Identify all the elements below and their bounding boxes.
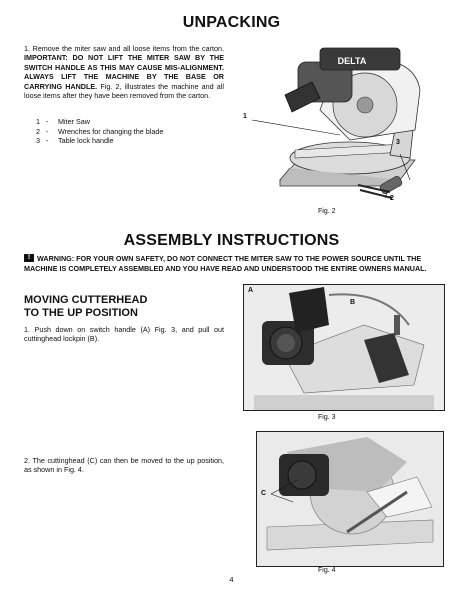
brand-logo-text: DELTA <box>337 56 367 66</box>
fig3-photo <box>243 284 445 411</box>
unpacking-paragraph-lead: 1. Remove the miter saw and all loose items from the carton. <box>24 44 224 53</box>
fig4-photo <box>256 431 444 567</box>
warning-text: WARNING: FOR YOUR OWN SAFETY, DO NOT CONNECT THE MITER SAW TO THE POWER SOURCE UNTIL THE MACHINE IS COMPLETELY ASSEMBLED AND YOU HAVE READ AND UNDERSTOOD THE ENTIRE OWNERS MANUAL. <box>24 254 427 273</box>
unpacking-important-note: IMPORTANT: DO NOT LIFT THE MITER SAW BY THE SWITCH HANDLE AS THIS MAY CAUSE MIS-ALIGNMENT. ALWAYS LIFT THE MACHINE BY THE BASE OR CARRYING HANDLE. <box>24 53 224 91</box>
unpacking-paragraph-tail: Fig. 2, illustrates the machine and all loose items after they have been removed from the carton. <box>24 81 225 101</box>
warning-triangle-icon: ! <box>24 254 34 262</box>
fig2-callout-3: 3 <box>396 139 400 146</box>
fig4-callout-c: C <box>261 490 267 497</box>
fig2-miter-saw-illustration <box>240 40 440 205</box>
miter-saw-drawing <box>240 40 440 205</box>
fig4-caption: Fig. 4 <box>318 567 336 574</box>
fig2-callout-1: 1 <box>243 113 247 120</box>
fig2-caption: Fig. 2 <box>318 208 336 215</box>
list-item: 2 - Wrenches for changing the blade <box>36 126 164 136</box>
fig3-callout-b: B <box>350 299 356 306</box>
page-number: 4 <box>229 575 234 584</box>
unpacking-paragraph <box>24 44 224 100</box>
step-2-text: 2. The cuttinghead (C) can then be moved to the up position, as shown in Fig. 4. <box>24 456 224 475</box>
subheading-moving-cutterhead: MOVING CUTTERHEAD TO THE UP POSITION <box>24 294 148 319</box>
safety-warning <box>24 254 444 273</box>
section-title-assembly: ASSEMBLY INSTRUCTIONS <box>123 232 340 249</box>
list-item: 3 - Table lock handle <box>36 136 114 146</box>
step-1-text: 1. Push down on switch handle (A) Fig. 3, and pull out cuttinghead lockpin (B). <box>24 325 224 344</box>
fig3-caption: Fig. 3 <box>318 414 336 421</box>
fig4-drawing <box>257 432 443 566</box>
loose-items-list <box>36 117 163 146</box>
fig3-callout-a: A <box>248 287 254 294</box>
fig3-drawing <box>244 285 444 410</box>
section-title-unpacking: UNPACKING <box>182 14 281 31</box>
fig2-callout-2: 2 <box>390 195 394 202</box>
list-item: 1 - Miter Saw <box>36 117 90 126</box>
